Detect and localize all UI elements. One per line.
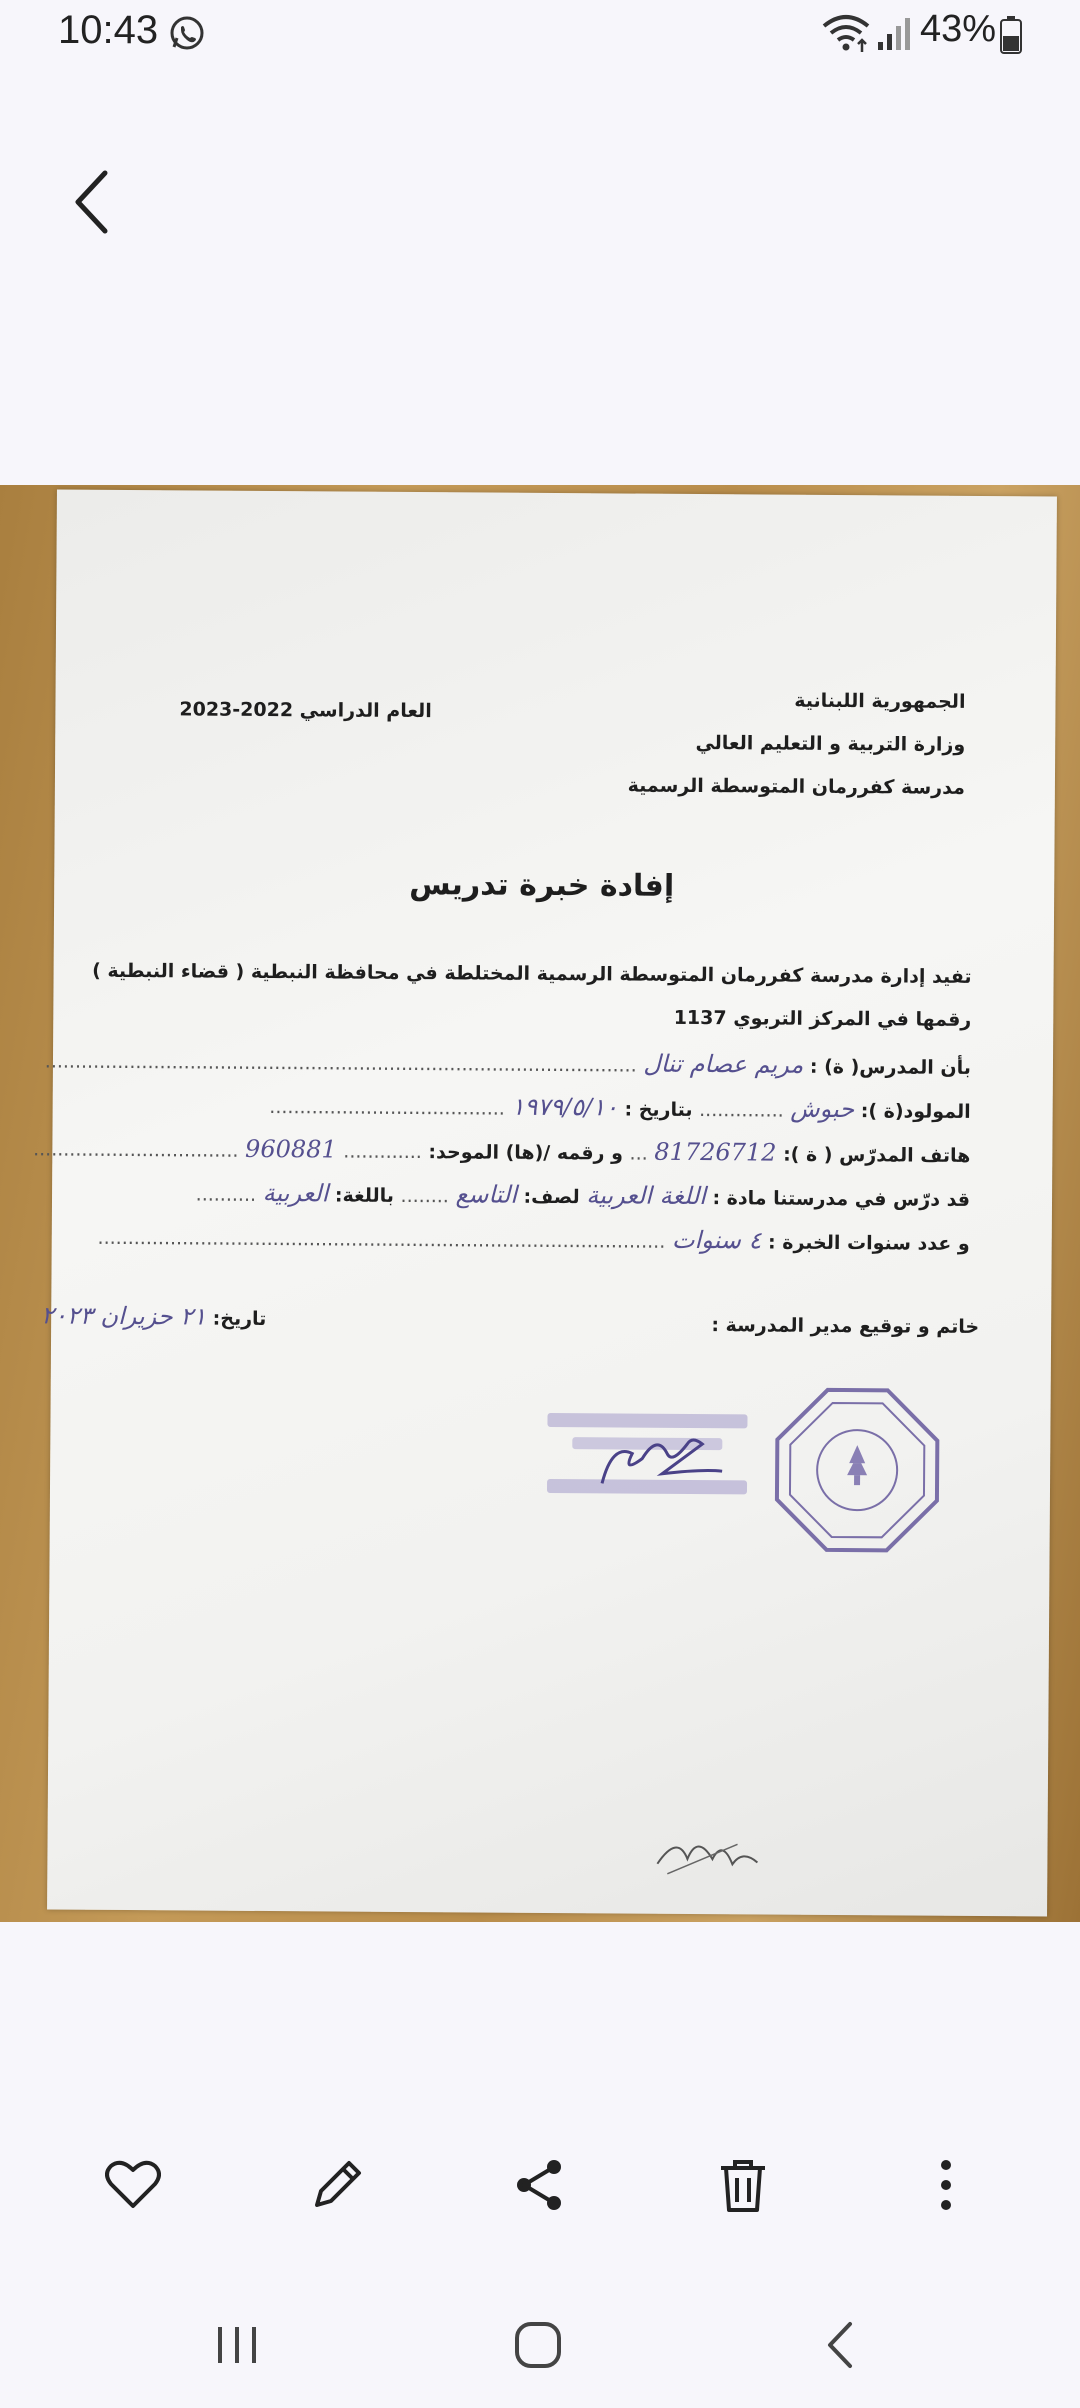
dotted-leader: .......... xyxy=(195,1183,257,1206)
battery-icon xyxy=(1000,16,1022,54)
id-value: 960881 xyxy=(245,1134,337,1164)
delete-button[interactable] xyxy=(708,2150,778,2220)
status-bar xyxy=(0,0,1080,70)
phone-value: 81726712 xyxy=(654,1137,777,1167)
delete-icon xyxy=(717,2156,769,2214)
dotted-leader: ........ xyxy=(400,1184,449,1208)
scribble-mark xyxy=(647,1814,767,1885)
dotted-leader: ... xyxy=(629,1142,648,1165)
teacher-line xyxy=(45,1045,971,1079)
recents-icon xyxy=(212,2323,262,2367)
edit-icon xyxy=(309,2157,365,2213)
more-button[interactable] xyxy=(911,2150,981,2220)
header-line-3: مدرسة كفررمان المتوسطة الرسمية xyxy=(627,774,965,799)
share-icon xyxy=(512,2157,568,2213)
school-year: العام الدراسي 2022-2023 xyxy=(179,698,432,723)
class-label: لصف: xyxy=(523,1185,580,1209)
subject-label: قد درّس في مدرستنا مادة : xyxy=(712,1187,971,1211)
born-line xyxy=(269,1091,971,1124)
language-label: باللغة: xyxy=(334,1184,395,1207)
date2-label: تاريخ: xyxy=(212,1307,267,1331)
share-button[interactable] xyxy=(505,2150,575,2220)
document-title: إفادة خبرة تدريس xyxy=(409,866,675,904)
years-value: ٤ سنوات xyxy=(671,1225,762,1255)
signal-icon xyxy=(876,14,916,52)
favorite-button[interactable] xyxy=(98,2150,168,2220)
born-label: المولود(ة ): xyxy=(860,1100,971,1123)
phone-label: هاتف المدرّس ( ة ): xyxy=(783,1143,971,1167)
intro-line-1: تفيد إدارة مدرسة كفررمان المتوسطة الرسمية المختلطة في محافظة النبطية ( قضاء النبطية ) xyxy=(92,959,972,988)
home-button[interactable] xyxy=(493,2310,583,2380)
document-photo xyxy=(0,485,1080,1922)
phone-line xyxy=(33,1133,970,1168)
edit-button[interactable] xyxy=(302,2150,372,2220)
date-label: بتاريخ : xyxy=(624,1098,693,1121)
dotted-leader: ....................................... xyxy=(269,1096,505,1120)
date2-line xyxy=(41,1301,266,1331)
recents-button[interactable] xyxy=(192,2310,282,2380)
back-icon xyxy=(820,2320,860,2370)
teacher-value: مريم عصام تنال xyxy=(643,1049,804,1079)
back-button[interactable] xyxy=(60,165,120,240)
dotted-leader: .............................................................................................. xyxy=(97,1226,666,1253)
dotted-leader: ............. xyxy=(343,1140,422,1164)
teacher-label: بأن المدرس( ة) : xyxy=(809,1055,972,1079)
header-line-1: الجمهورية اللبنانية xyxy=(794,689,966,713)
header-line-2: وزارة التربية و التعليم العالي xyxy=(695,731,966,756)
years-label: و عدد سنوات الخبرة : xyxy=(767,1231,970,1255)
born-value: حبوش xyxy=(790,1094,855,1124)
principal-stamp xyxy=(542,1393,763,1515)
dotted-leader: .............. xyxy=(699,1099,784,1122)
date2-value: ٢١ حزيران ٢٠٢٣ xyxy=(41,1301,207,1331)
more-icon xyxy=(936,2157,956,2213)
stamp-label: خاتم و توقيع مدير المدرسة : xyxy=(711,1314,980,1338)
paper-sheet xyxy=(33,490,1057,1917)
wifi-icon xyxy=(820,12,872,54)
language-value: العربية xyxy=(262,1178,329,1208)
whatsapp-icon xyxy=(168,14,206,52)
date-value: ١٩٧٩/٥/١٠ xyxy=(511,1092,619,1122)
subject-value: اللغة العربية xyxy=(586,1181,706,1211)
dotted-leader: .................................................................................................. xyxy=(44,1050,637,1077)
years-line xyxy=(97,1222,969,1256)
battery-percent: 43% xyxy=(920,8,997,50)
status-time: 10:43 xyxy=(58,8,159,52)
subject-line xyxy=(196,1179,971,1212)
official-seal-stamp xyxy=(772,1385,943,1556)
home-icon xyxy=(513,2320,563,2370)
heart-icon xyxy=(105,2160,161,2210)
intro-line-2: رقمها في المركز التربوي 1137 xyxy=(673,1006,972,1031)
system-back-button[interactable] xyxy=(795,2310,885,2380)
dotted-leader: .................................. xyxy=(33,1138,239,1162)
class-value: التاسع xyxy=(455,1180,518,1209)
id-label: و رقمه /(ها) الموحد: xyxy=(428,1141,624,1165)
